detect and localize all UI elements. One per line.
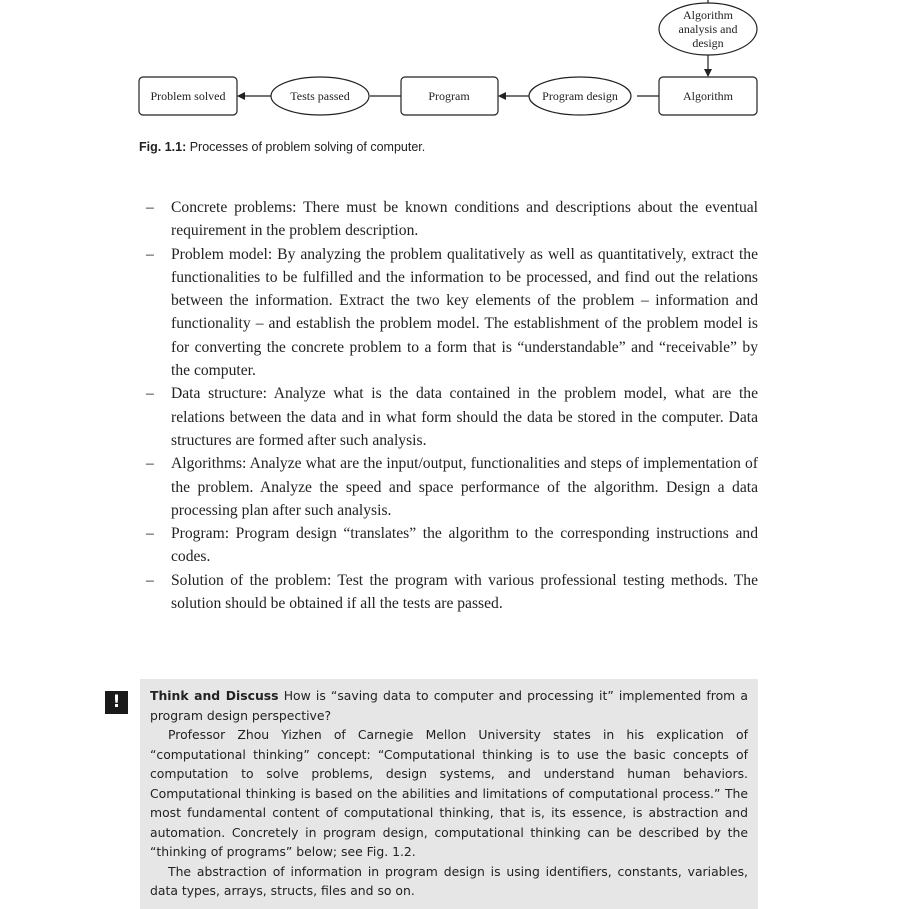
list-item (146, 569, 758, 616)
figure-caption-text: Processes of problem solving of computer. (186, 140, 426, 154)
exclamation-icon: ! (105, 691, 128, 714)
list-dash: – (146, 455, 154, 473)
list-item-text: Problem model: By analyzing the problem qualitatively as well as quantitatively, extract the functionalities to be fulfilled and the information to be processed, and find out the relations between the information. Extract the two key elements of the problem – information and functionality – and establish the problem model. The establishment of the problem model is for converting the concrete problem to a form that is “understandable” and “receivable” by the computer. (171, 245, 758, 380)
process-steps-list (146, 196, 758, 615)
node-problem-solved-label: Problem solved (150, 89, 226, 103)
node-algorithm-label: Algorithm (683, 89, 733, 103)
node-analysis-line-3: design (692, 36, 724, 50)
list-item-text: Program: Program design “translates” the algorithm to the corresponding instructions and codes. (171, 525, 758, 566)
think-heading: Think and Discuss (150, 688, 279, 703)
list-dash: – (146, 245, 154, 263)
think-paragraph-2: The abstraction of information in program design is using identifiers, constants, variables, data types, arrays, structs, files and so on. (150, 863, 748, 898)
list-item (146, 522, 758, 569)
list-item-text: Solution of the problem: Test the program with various professional testing methods. The solution should be obtained if all the tests are passed. (171, 571, 758, 613)
node-analysis-line-2: analysis and (678, 22, 738, 36)
process-flow-diagram (0, 0, 900, 130)
list-item (146, 243, 758, 383)
list-item-text: Concrete problems: There must be known conditions and descriptions about the eventual requirement in the problem description. (171, 199, 758, 240)
list-item (146, 452, 758, 522)
think-paragraph-1: Professor Zhou Yizhen of Carnegie Mellon University states in his explication of “computational thinking” concept: “Computational thinking is to use the basic concepts of computation to solve problems, design systems, and understand human behaviors. Computational thinking is based on the abilities and limitations of computational process.” The most fundamental content of computational thinking, that is, its essence, is abstraction and automation. Concretely in program design, computational thinking can be described by the “thinking of programs” below; see Fig. 1.2. (150, 727, 748, 859)
think-question-text: How is “saving data to computer and processing it” implemented from a program design perspective? (150, 688, 748, 723)
node-analysis-line-1: Algorithm (683, 8, 733, 22)
list-dash: – (146, 385, 154, 403)
list-dash: – (146, 525, 154, 543)
node-program-design-label: Program design (542, 89, 618, 103)
node-program-label: Program (428, 89, 470, 103)
list-item (146, 196, 758, 243)
think-and-discuss-box (140, 679, 758, 909)
list-item-text: Algorithms: Analyze what are the input/output, functionalities and steps of implementation of the problem. Analyze the speed and space performance of the algorithm. Design a data processing plan after such analysis. (171, 455, 758, 519)
node-tests-passed-label: Tests passed (290, 89, 350, 103)
list-item-text: Data structure: Analyze what is the data contained in the problem model, what are the relations between the data and in what form should the data be stored in the computer. Data structures are formed after such analysis. (171, 385, 758, 449)
think-question (150, 686, 748, 725)
figure-caption (139, 140, 425, 154)
figure-caption-label: Fig. 1.1: (139, 140, 187, 154)
list-dash: – (146, 571, 154, 589)
list-dash: – (146, 199, 154, 216)
list-item (146, 382, 758, 452)
